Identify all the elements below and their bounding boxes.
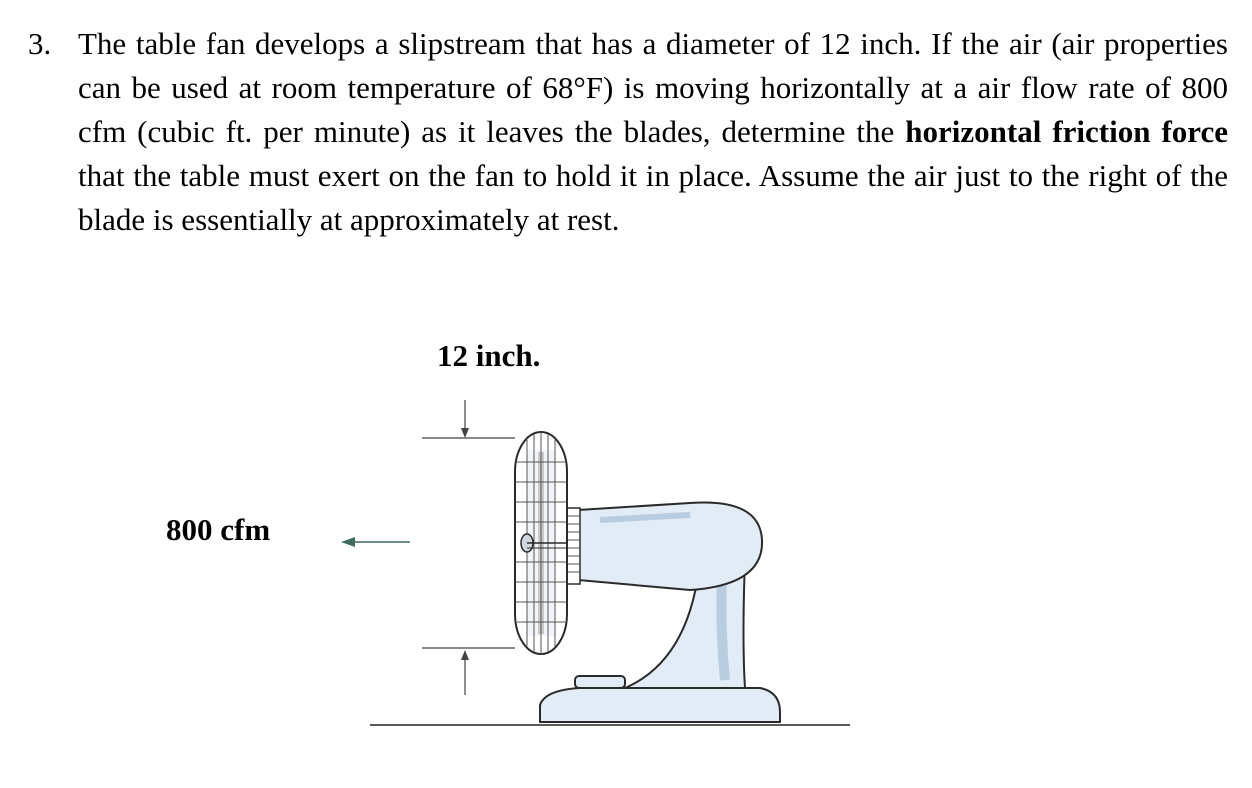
flow-arrow (341, 537, 410, 547)
motor-housing (565, 502, 762, 590)
fan-guard (515, 432, 567, 654)
dimension-lines (422, 400, 515, 695)
dimension-arrowhead-top (461, 428, 469, 438)
problem-text-part2: that the table must exert on the fan to hold it in place. Assume the air just to the right of the blade is essentially at approximately at rest. (78, 158, 1228, 237)
problem-emphasis: horizontal friction force (905, 114, 1228, 149)
dimension-arrowhead-bottom (461, 650, 469, 660)
base-switch (575, 676, 625, 688)
problem-text-part1: The table fan develops a slipstream that has a diameter of 12 inch. If the air (air properties can be used at room temperature of 68°F) is moving horizontally at a air flow rate of 800 cfm (cubic ft. per minute) as it leaves the blades, determine the (78, 26, 1228, 149)
problem-number: 3. (28, 26, 52, 61)
flow-arrow-head (341, 537, 355, 547)
diameter-label: 12 inch. (437, 338, 541, 373)
flow-rate-label: 800 cfm (166, 512, 271, 547)
